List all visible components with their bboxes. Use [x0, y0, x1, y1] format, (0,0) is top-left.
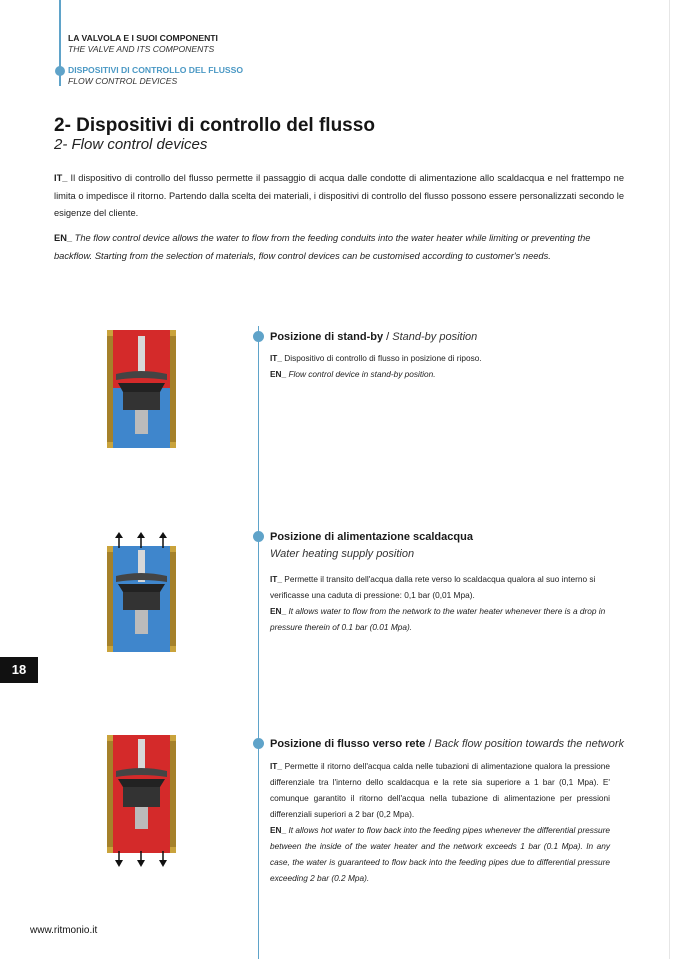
section-standby-title-en: Stand-by position	[392, 331, 478, 343]
page-subtitle: 2- Flow control devices	[54, 136, 208, 153]
title-separator: /	[383, 331, 393, 343]
intro-en-prefix: EN_	[54, 233, 73, 243]
section-bullet	[253, 331, 264, 342]
section-supply-title-it: Posizione di alimentazione scaldacqua	[270, 531, 473, 543]
section-bullet	[253, 738, 264, 749]
supply-it-text: Permette il transito dell'acqua dalla rete verso lo scaldacqua qualora al suo interno si verificasse una caduta di pressione: 0,1 bar (0,01 Mpa).	[270, 574, 596, 600]
standby-en-prefix: EN_	[270, 369, 287, 379]
backflow-it-prefix: IT_	[270, 761, 282, 771]
intro-en	[54, 230, 624, 265]
supply-en-text: It allows water to flow from the network to the water heater whenever there is a drop in pressure therein of 0.1 bar (0.01 Mpa).	[270, 606, 606, 632]
intro-it-text: Il dispositivo di controllo del flusso permette il passaggio di acqua dalle condotte di alimentazione allo scaldacqua e nel frattempo ne limita o impedisce il ritorno. Partendo dalla scelta dei materiali, i dispositivi di controllo del flusso possono essere personalizzati secondo le esigenze del cliente.	[54, 173, 624, 218]
header-bullet	[55, 66, 65, 76]
page-number: 18	[0, 657, 38, 683]
section-standby-title	[270, 331, 477, 343]
supply-it-prefix: IT_	[270, 574, 282, 584]
chapter-title-it: LA VALVOLA E I SUOI COMPONENTI	[68, 33, 218, 43]
section-title-en: FLOW CONTROL DEVICES	[68, 76, 178, 86]
section-backflow-title-en: Back flow position towards the network	[434, 738, 624, 750]
standby-it-text: Dispositivo di controllo di flusso in posizione di riposo.	[282, 353, 482, 363]
valve-standby-illustration	[104, 328, 179, 450]
intro-it-prefix: IT_	[54, 173, 68, 183]
supply-en-prefix: EN_	[270, 606, 287, 616]
section-standby-title-it: Posizione di stand-by	[270, 331, 384, 343]
backflow-it-text: Permette il ritorno dell'acqua calda nelle tubazioni di alimentazione qualora la pressione differenziale tra l'interno dello scaldacqua e la rete sia superiore a 1 bar (0,1 Mpa). E' comunque garantito il ritorno dell'acqua nella tubazione di alimentazione per pressioni differenziali superiori a 2 bar (0,2 Mpa).	[270, 761, 610, 819]
standby-it-prefix: IT_	[270, 353, 282, 363]
backflow-en-prefix: EN_	[270, 825, 287, 835]
backflow-en-text: It allows hot water to flow back into the feeding pipes whenever the differential pressure between the inside of the water heater and the network exceeds 1 bar (0.1 Mpa). In any case, the water is guaranteed to flow back into the feeding pipes due to differential pressure exceeding 2 bar (0.2 Mpa).	[270, 825, 610, 883]
standby-en-text: Flow control device in stand-by position.	[286, 369, 436, 379]
section-standby-text	[270, 350, 610, 382]
section-backflow-title	[270, 738, 624, 750]
section-title-it: DISPOSITIVI DI CONTROLLO DEL FLUSSO	[68, 65, 244, 75]
intro-it	[54, 170, 624, 223]
chapter-title-en: THE VALVE AND ITS COMPONENTS	[68, 44, 215, 54]
section-supply-title-en: Water heating supply position	[270, 548, 415, 560]
section-supply-title	[270, 531, 473, 543]
title-separator: /	[425, 738, 435, 750]
content-accent-line	[258, 326, 259, 959]
section-supply-text	[270, 571, 610, 635]
section-backflow-title-it: Posizione di flusso verso rete	[270, 738, 426, 750]
footer-url[interactable]: www.ritmonio.it	[30, 925, 98, 936]
page-edge-line	[669, 0, 670, 959]
section-backflow-text	[270, 758, 610, 886]
intro-en-text: The flow control device allows the water to flow from the feeding conduits into the water heater while limiting or preventing the backflow. Starting from the selection of materials, flow control devices can be customised according to customer's needs.	[54, 233, 591, 261]
page-title: 2- Dispositivi di controllo del flusso	[54, 115, 375, 136]
valve-backflow-illustration	[104, 733, 179, 868]
valve-supply-illustration	[104, 532, 179, 654]
section-bullet	[253, 531, 264, 542]
